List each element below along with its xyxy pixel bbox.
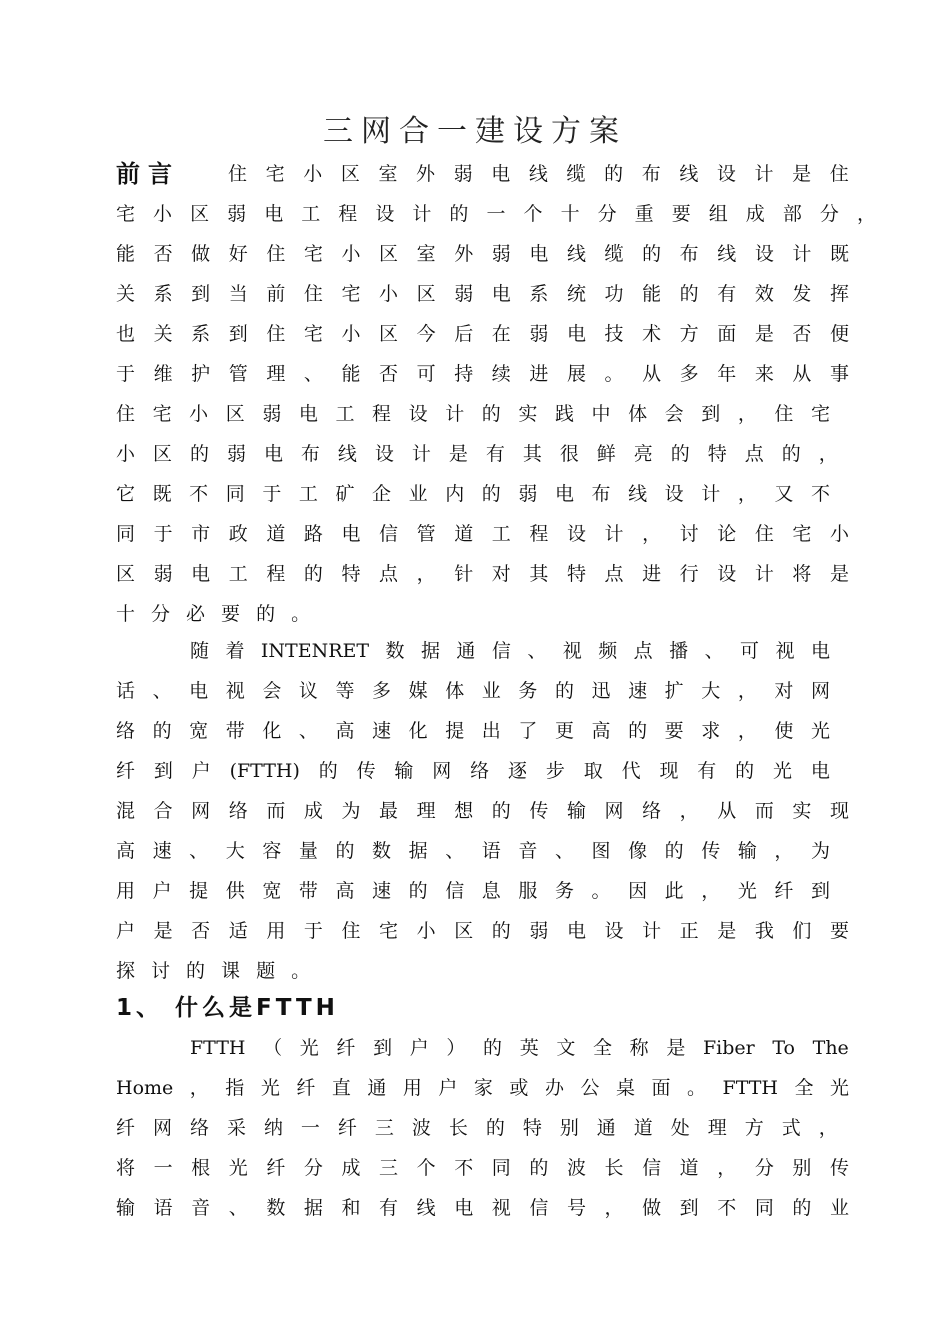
text-line: 探 讨 的 课 题 。 [116, 960, 327, 982]
text-line: 宅 小 区 弱 电 工 程 设 计 的 一 个 十 分 重 要 组 成 部 分 ， [116, 203, 876, 225]
text-line: FTTH （ 光 纤 到 户 ） 的 英 文 全 称 是 Fiber To The [190, 1037, 849, 1059]
text-line: 户 是 否 适 用 于 住 宅 小 区 的 弱 电 设 计 正 是 我 们 要 [116, 920, 849, 942]
text-line: 高 速 、 大 容 量 的 数 据 、 语 音 、 图 像 的 传 输 ， 为 [116, 840, 830, 862]
text-line: 将 一 根 光 纤 分 成 三 个 不 同 的 波 长 信 道 ， 分 别 传 [116, 1157, 849, 1179]
section-heading: 1、 什么是FTTH [116, 995, 339, 1021]
text-line: 话 、 电 视 会 议 等 多 媒 体 业 务 的 迅 速 扩 大 ， 对 网 [116, 680, 830, 702]
text-line: Home ， 指 光 纤 直 通 用 户 家 或 办 公 桌 面 。 FTTH 全 光 [116, 1077, 849, 1099]
text-line: 它 既 不 同 于 工 矿 企 业 内 的 弱 电 布 线 设 计 ， 又 不 [116, 483, 830, 505]
text-line: 也 关 系 到 住 宅 小 区 今 后 在 弱 电 技 术 方 面 是 否 便 [116, 323, 849, 345]
text-line: 十 分 必 要 的 。 [116, 603, 327, 625]
text-line: 住 宅 小 区 弱 电 工 程 设 计 的 实 践 中 体 会 到 ， 住 宅 [116, 403, 830, 425]
text-line: 混 合 网 络 而 成 为 最 理 想 的 传 输 网 络 ， 从 而 实 现 [116, 800, 849, 822]
text-line: 能 否 做 好 住 宅 小 区 室 外 弱 电 线 缆 的 布 线 设 计 既 [116, 243, 849, 265]
text-line: 住 宅 小 区 室 外 弱 电 线 缆 的 布 线 设 计 是 住 [228, 163, 849, 185]
text-line: 于 维 护 管 理 、 能 否 可 持 续 进 展 。 从 多 年 来 从 事 [116, 363, 849, 385]
text-line: 随 着 INTENRET 数 据 通 信 、 视 频 点 播 、 可 视 电 [190, 640, 830, 662]
text-line: 用 户 提 供 宽 带 高 速 的 信 息 服 务 。 因 此 ， 光 纤 到 [116, 880, 830, 902]
text-line: 纤 网 络 采 纳 一 纤 三 波 长 的 特 别 通 道 处 理 方 式 ， [116, 1117, 838, 1139]
text-line: 输 语 音 、 数 据 和 有 线 电 视 信 号 ， 做 到 不 同 的 业 [116, 1197, 849, 1219]
text-line: 纤 到 户 (FTTH) 的 传 输 网 络 逐 步 取 代 现 有 的 光 电 [116, 760, 830, 782]
preface-label: 前言 [116, 160, 180, 188]
text-line: 同 于 市 政 道 路 电 信 管 道 工 程 设 计 ， 讨 论 住 宅 小 [116, 523, 849, 545]
text-line: 区 弱 电 工 程 的 特 点 ， 针 对 其 特 点 进 行 设 计 将 是 [116, 563, 849, 585]
text-line: 关 系 到 当 前 住 宅 小 区 弱 电 系 统 功 能 的 有 效 发 挥 [116, 283, 849, 305]
document-title: 三网合一建设方案 [323, 114, 627, 149]
text-line: 络 的 宽 带 化 、 高 速 化 提 出 了 更 高 的 要 求 ， 使 光 [116, 720, 830, 742]
text-line: 小 区 的 弱 电 布 线 设 计 是 有 其 很 鲜 亮 的 特 点 的 ， [116, 443, 838, 465]
